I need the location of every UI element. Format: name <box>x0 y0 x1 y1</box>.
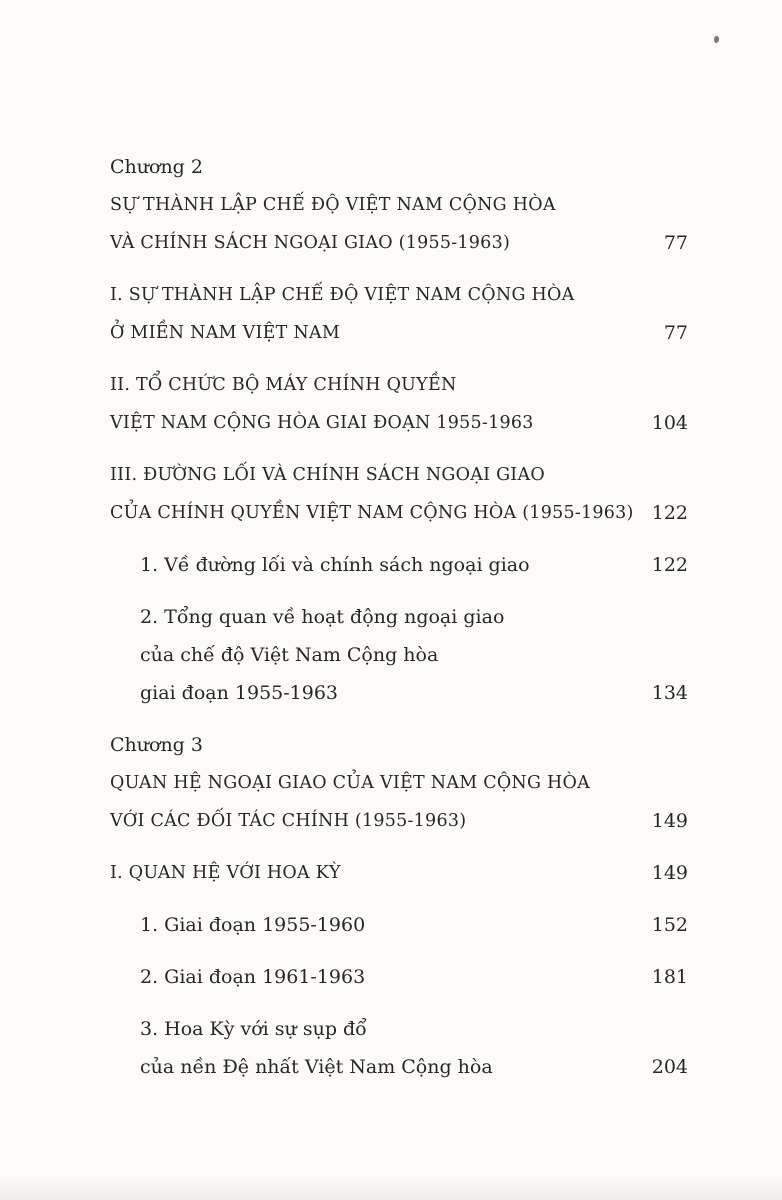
table-of-contents <box>110 148 688 1100</box>
toc-page-number: 122 <box>651 502 688 524</box>
toc-entry-lines <box>110 598 688 712</box>
toc-page-number: 77 <box>663 322 688 344</box>
toc-line: 2. Tổng quan về hoạt động ngoại giao <box>140 606 505 628</box>
toc-line: I. QUAN HỆ VỚI HOA KỲ <box>110 863 341 883</box>
toc-entry-lines <box>110 148 688 262</box>
toc-line: Chương 3 <box>110 734 203 756</box>
toc-entry-subsection-sup-do <box>110 1010 688 1086</box>
toc-line: III. ĐƯỜNG LỐI VÀ CHÍNH SÁCH NGOẠI GIAO <box>110 465 545 485</box>
toc-entry-lines <box>110 366 688 442</box>
toc-line: giai đoạn 1955-1963 <box>140 682 339 704</box>
toc-page-number: 134 <box>651 682 688 704</box>
toc-line: 1. Giai đoạn 1955-1960 <box>140 914 366 936</box>
toc-line: CỦA CHÍNH QUYỀN VIỆT NAM CỘNG HÒA (1955-1963) <box>110 503 634 523</box>
toc-entry-lines <box>110 546 688 584</box>
toc-line: 3. Hoa Kỳ với sự sụp đổ <box>140 1018 367 1040</box>
toc-entry-lines <box>110 726 688 840</box>
toc-entry-section-1 <box>110 276 688 352</box>
toc-entry-subsection-giai-doan-1 <box>110 906 688 944</box>
toc-line: của nền Đệ nhất Việt Nam Cộng hòa <box>140 1056 493 1078</box>
scan-speck <box>714 36 719 43</box>
toc-line: I. SỰ THÀNH LẬP CHẾ ĐỘ VIỆT NAM CỘNG HÒA <box>110 285 575 305</box>
toc-entry-subsection-2 <box>110 598 688 712</box>
toc-page-number: 77 <box>663 232 688 254</box>
toc-page-number: 149 <box>651 862 688 884</box>
toc-line: SỰ THÀNH LẬP CHẾ ĐỘ VIỆT NAM CỘNG HÒA <box>110 195 556 215</box>
toc-entry-section-3 <box>110 456 688 532</box>
toc-entry-section-2 <box>110 366 688 442</box>
toc-line: VIỆT NAM CỘNG HÒA GIAI ĐOẠN 1955-1963 <box>110 413 534 433</box>
toc-page-number: 104 <box>651 412 688 434</box>
toc-line: của chế độ Việt Nam Cộng hòa <box>140 644 439 666</box>
toc-page-number: 122 <box>651 554 688 576</box>
toc-entry-lines <box>110 276 688 352</box>
toc-entry-lines <box>110 456 688 532</box>
toc-entry-section-hoa-ky <box>110 854 688 892</box>
toc-page-number: 149 <box>651 810 688 832</box>
toc-line: Ở MIỀN NAM VIỆT NAM <box>110 323 341 343</box>
toc-entry-chuong-2 <box>110 148 688 262</box>
toc-entry-lines <box>110 958 688 996</box>
toc-line: QUAN HỆ NGOẠI GIAO CỦA VIỆT NAM CỘNG HÒA <box>110 773 591 793</box>
toc-entry-subsection-1 <box>110 546 688 584</box>
toc-entry-chuong-3 <box>110 726 688 840</box>
toc-page-number: 152 <box>651 914 688 936</box>
toc-entry-lines <box>110 854 688 892</box>
toc-entry-lines <box>110 1010 688 1086</box>
toc-line: 2. Giai đoạn 1961-1963 <box>140 966 366 988</box>
toc-line: 1. Về đường lối và chính sách ngoại giao <box>140 554 530 576</box>
toc-entry-subsection-giai-doan-2 <box>110 958 688 996</box>
toc-line: II. TỔ CHỨC BỘ MÁY CHÍNH QUYỀN <box>110 375 457 395</box>
toc-page-number: 204 <box>651 1056 688 1078</box>
toc-line: Chương 2 <box>110 156 203 178</box>
toc-line: VỚI CÁC ĐỐI TÁC CHÍNH (1955-1963) <box>110 811 467 831</box>
toc-line: VÀ CHÍNH SÁCH NGOẠI GIAO (1955-1963) <box>110 233 511 253</box>
toc-entry-lines <box>110 906 688 944</box>
toc-page-number: 181 <box>651 966 688 988</box>
